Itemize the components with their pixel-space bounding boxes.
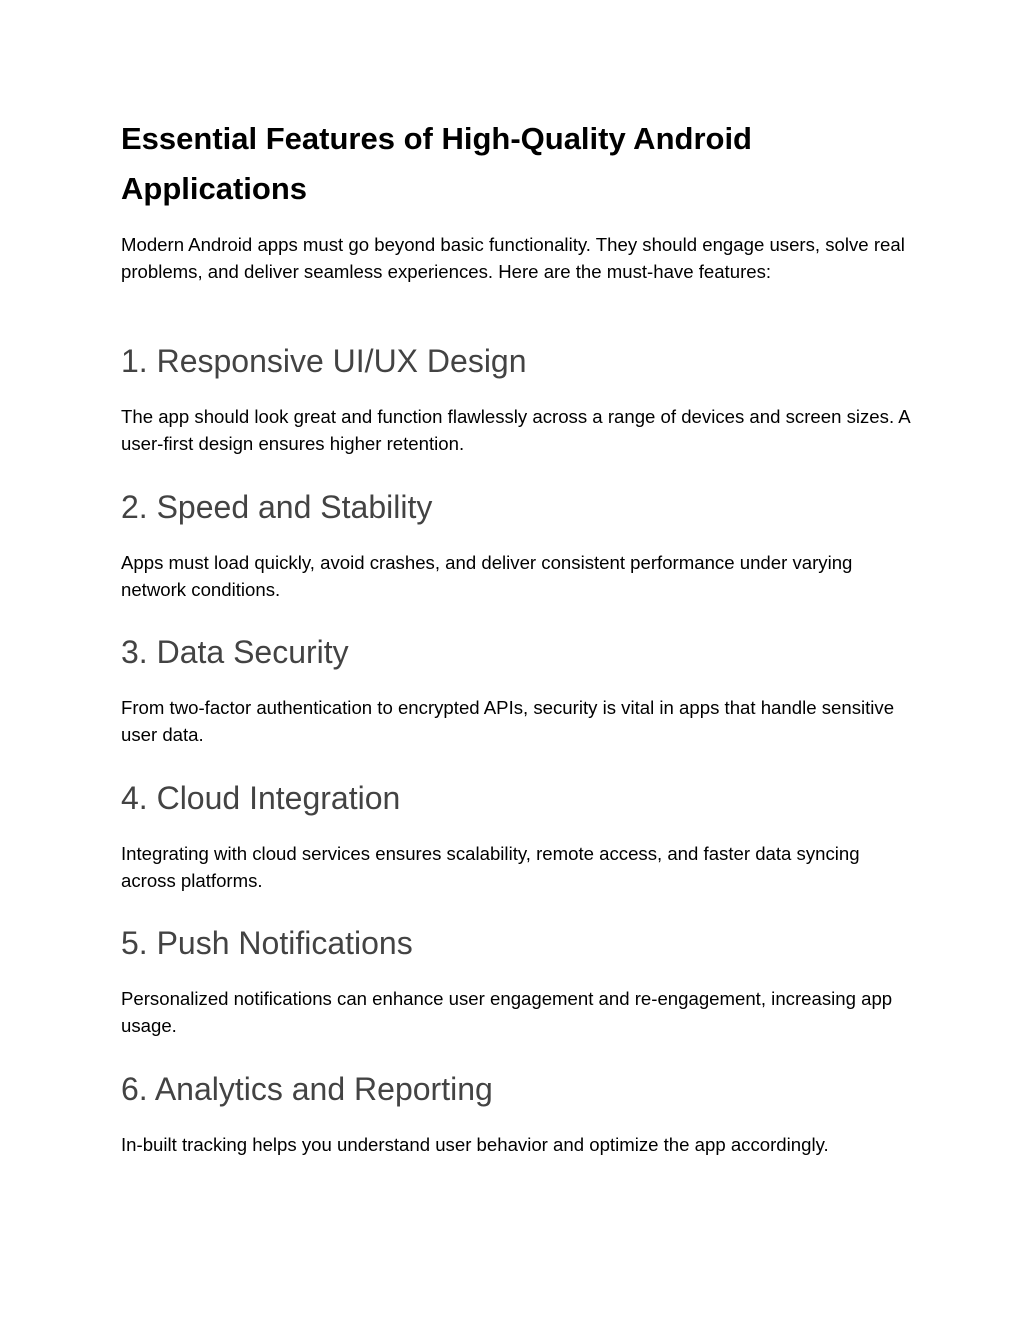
section-heading-cloud-integration: 4. Cloud Integration bbox=[121, 780, 401, 816]
section-body-analytics-reporting: In-built tracking helps you understand user behavior and optimize the app accordingly. bbox=[121, 1134, 829, 1155]
section-heading-push-notifications: 5. Push Notifications bbox=[121, 925, 413, 961]
section-body-responsive-ui: The app should look great and function flawlessly across a range of devices and screen sizes. A user-first design ensures higher retention. bbox=[121, 406, 910, 454]
section-heading-speed-stability: 2. Speed and Stability bbox=[121, 489, 433, 525]
section-body-data-security: From two-factor authentication to encrypted APIs, security is vital in apps that handle sensitive user data. bbox=[121, 697, 895, 745]
section-body-push-notifications: Personalized notifications can enhance user engagement and re-engagement, increasing app usage. bbox=[121, 988, 893, 1036]
section-heading-responsive-ui: 1. Responsive UI/UX Design bbox=[121, 343, 527, 379]
section-body-cloud-integration: Integrating with cloud services ensures scalability, remote access, and faster data syncing across platforms. bbox=[121, 843, 860, 891]
section-heading-data-security: 3. Data Security bbox=[121, 634, 349, 670]
section-body-speed-stability: Apps must load quickly, avoid crashes, and deliver consistent performance under varying network conditions. bbox=[121, 552, 853, 600]
section-heading-analytics-reporting: 6. Analytics and Reporting bbox=[121, 1071, 493, 1107]
intro-paragraph: Modern Android apps must go beyond basic functionality. They should engage users, solve real problems, and deliver seamless experiences. Here are the must-have features: bbox=[121, 234, 905, 282]
document-title: Essential Features of High-Quality Android Applications bbox=[121, 121, 752, 206]
